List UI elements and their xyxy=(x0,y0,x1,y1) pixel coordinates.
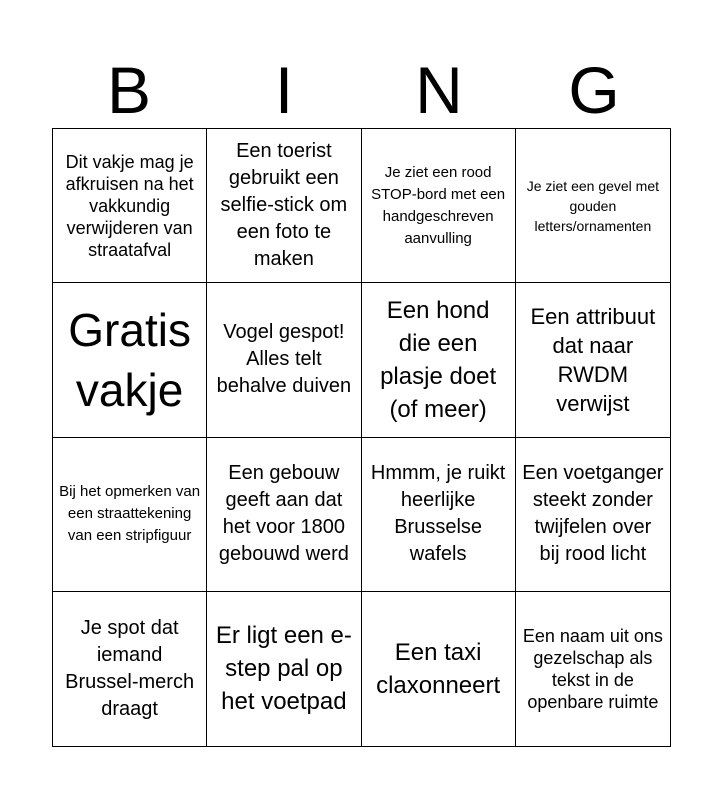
bingo-cell[interactable] xyxy=(362,283,516,437)
cell-text: Je spot dat iemand Brussel-merch draagt xyxy=(65,616,195,720)
bingo-cell[interactable] xyxy=(362,438,516,592)
header-letter-g: G xyxy=(568,53,620,127)
cell-text: Er ligt een e-step pal op het voetpad xyxy=(215,622,352,716)
cell-text: Bij het opmerken van een straattekening van een stripfiguur xyxy=(59,483,201,545)
bingo-cell[interactable] xyxy=(53,438,207,592)
bingo-cell[interactable] xyxy=(362,592,516,746)
bingo-cell[interactable] xyxy=(207,283,361,437)
bingo-grid xyxy=(52,128,671,747)
header-letter-i: I xyxy=(274,53,294,127)
cell-text: Je ziet een rood STOP-bord met een handgeschreven aanvulling xyxy=(371,163,506,247)
cell-text: Vogel gespot! Alles telt behalve duiven xyxy=(216,321,352,398)
bingo-cell[interactable] xyxy=(516,592,670,746)
header-letter-n: N xyxy=(415,53,463,127)
bingo-cell[interactable] xyxy=(207,438,361,592)
cell-text: Een gebouw geeft aan dat het voor 1800 gebouwd werd xyxy=(218,462,349,566)
bingo-cell[interactable] xyxy=(207,592,361,746)
cell-text: Dit vakje mag je afkruisen na het vakkundig verwijderen van straatafval xyxy=(65,151,194,260)
cell-text: Een hond die een plasje doet (of meer) xyxy=(380,296,497,423)
header-letter-b: B xyxy=(106,53,152,127)
bingo-cell[interactable] xyxy=(516,438,670,592)
cell-text: Hmmm, je ruikt heerlijke Brusselse wafels xyxy=(370,462,506,566)
cell-text: Een voetganger steekt zonder twijfelen over bij rood licht xyxy=(522,462,664,566)
cell-text: Een attribuut dat naar RWDM verwijst xyxy=(530,303,656,416)
cell-text: Een toerist gebruikt een selfie-stick om een foto te maken xyxy=(220,140,348,271)
bingo-cell[interactable] xyxy=(53,592,207,746)
bingo-header xyxy=(52,55,671,125)
cell-text: Gratis vakje xyxy=(68,303,191,416)
bingo-cell-free[interactable] xyxy=(53,283,207,437)
cell-text: Een naam uit ons gezelschap als tekst in de openbare ruimte xyxy=(522,625,663,712)
bingo-cell[interactable] xyxy=(362,129,516,283)
bingo-cell[interactable] xyxy=(207,129,361,283)
bingo-cell[interactable] xyxy=(516,129,670,283)
bingo-cell[interactable] xyxy=(53,129,207,283)
bingo-cell[interactable] xyxy=(516,283,670,437)
cell-text: Je ziet een gevel met gouden letters/ornamenten xyxy=(526,177,660,234)
cell-text: Een taxi claxonneert xyxy=(376,638,501,699)
